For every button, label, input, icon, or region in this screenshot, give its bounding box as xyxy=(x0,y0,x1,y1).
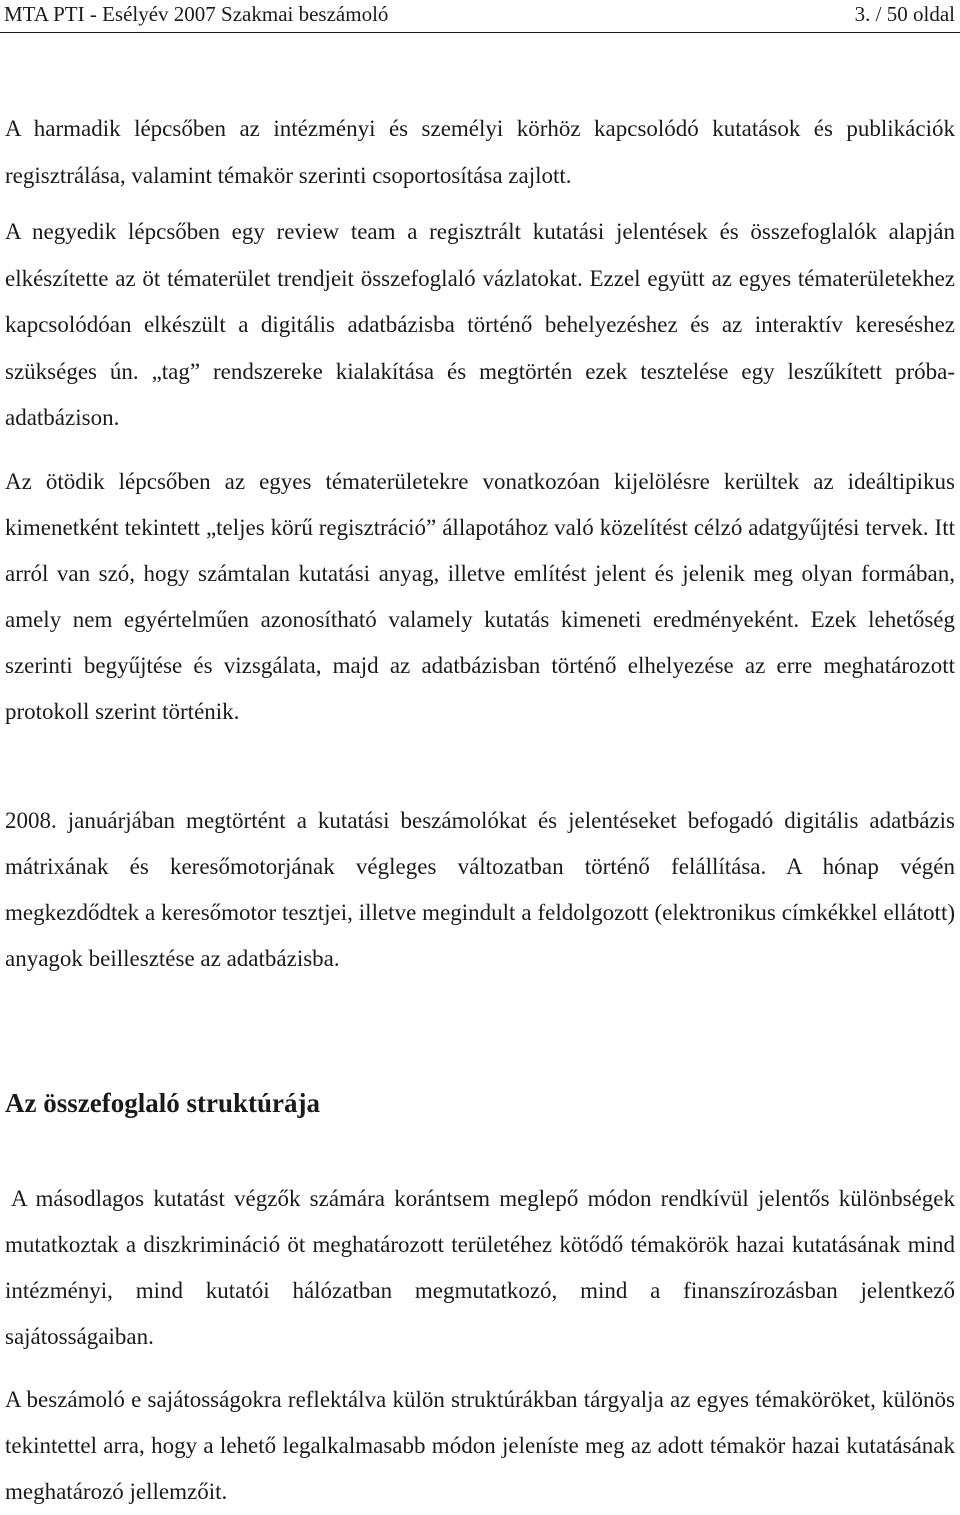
header-page-number: 3. / 50 oldal xyxy=(854,2,955,26)
paragraph-section-intro: A másodlagos kutatást végzők számára korántsem meglepő módon rendkívül jelentős különbségek mutatkoztak a diszkrimináció öt meghatározott területéhez kötődő témakörök hazai kutatásának mind intézményi, mind kutatói hálózatban megmutatkozó, mind a finanszírozásban jelentkező sajátosságaiban. xyxy=(5,1186,955,1349)
paragraph-january-2008: 2008. januárjában megtörtént a kutatási beszámolókat és jelentéseket befogadó digitális adatbázis mátrixának és keresőmotorjának végleges változatban történő felállítása. A hónap végén megkezdődtek a keresőmotor tesztjei, illetve megindult a feldolgozott (elektronikus címkékkel ellátott) anyagok beillesztése az adatbázisba. xyxy=(5,808,955,971)
section-heading: Az összefoglaló struktúrája xyxy=(5,1088,320,1118)
page-header xyxy=(0,0,960,36)
paragraph-fifth-step: Az ötödik lépcsőben az egyes tématerületekre vonatkozóan kijelölésre kerültek az ideáltipikus kimenetként tekintett „teljes körű regisztráció” állapotához való közelítést célzó adatgyűjtési tervek. Itt arról van szó, hogy számtalan kutatási anyag, illetve említést jelent és jelenik meg olyan formában, amely nem egyértelműen azonosítható valamely kutatás kimeneti eredményeként. Ezek lehetőség szerinti begyűjtése és vizsgálata, majd az adatbázisban történő elhelyezése az erre meghatározott protokoll szerint történik. xyxy=(5,469,955,724)
paragraph-third-step: A harmadik lépcsőben az intézményi és személyi körhöz kapcsolódó kutatások és publikációk regisztrálása, valamint témakör szerinti csoportosítása zajlott. xyxy=(5,116,955,188)
header-divider xyxy=(0,32,960,33)
paragraph-fourth-step: A negyedik lépcsőben egy review team a regisztrált kutatási jelentések és összefoglalók alapján elkészítette az öt tématerület trendjeit összefoglaló vázlatokat. Ezzel együtt az egyes tématerületekhez kapcsolódóan elkészült a digitális adatbázisba történő behelyezéshez és az interaktív kereséshez szükséges ún. „tag” rendszereke kialakítása és megtörtén ezek tesztelése egy leszűkített próba-adatbázison. xyxy=(5,219,955,430)
header-document-title: MTA PTI - Esélyév 2007 Szakmai beszámoló xyxy=(4,2,389,26)
paragraph-section-structure: A beszámoló e sajátosságokra reflektálva külön struktúrákban tárgyalja az egyes témaköröket, különös tekintettel arra, hogy a lehető legalkalmasabb módon jeleníste meg az adott témakör hazai kutatásának meghatározó jellemzőit. xyxy=(5,1387,955,1504)
